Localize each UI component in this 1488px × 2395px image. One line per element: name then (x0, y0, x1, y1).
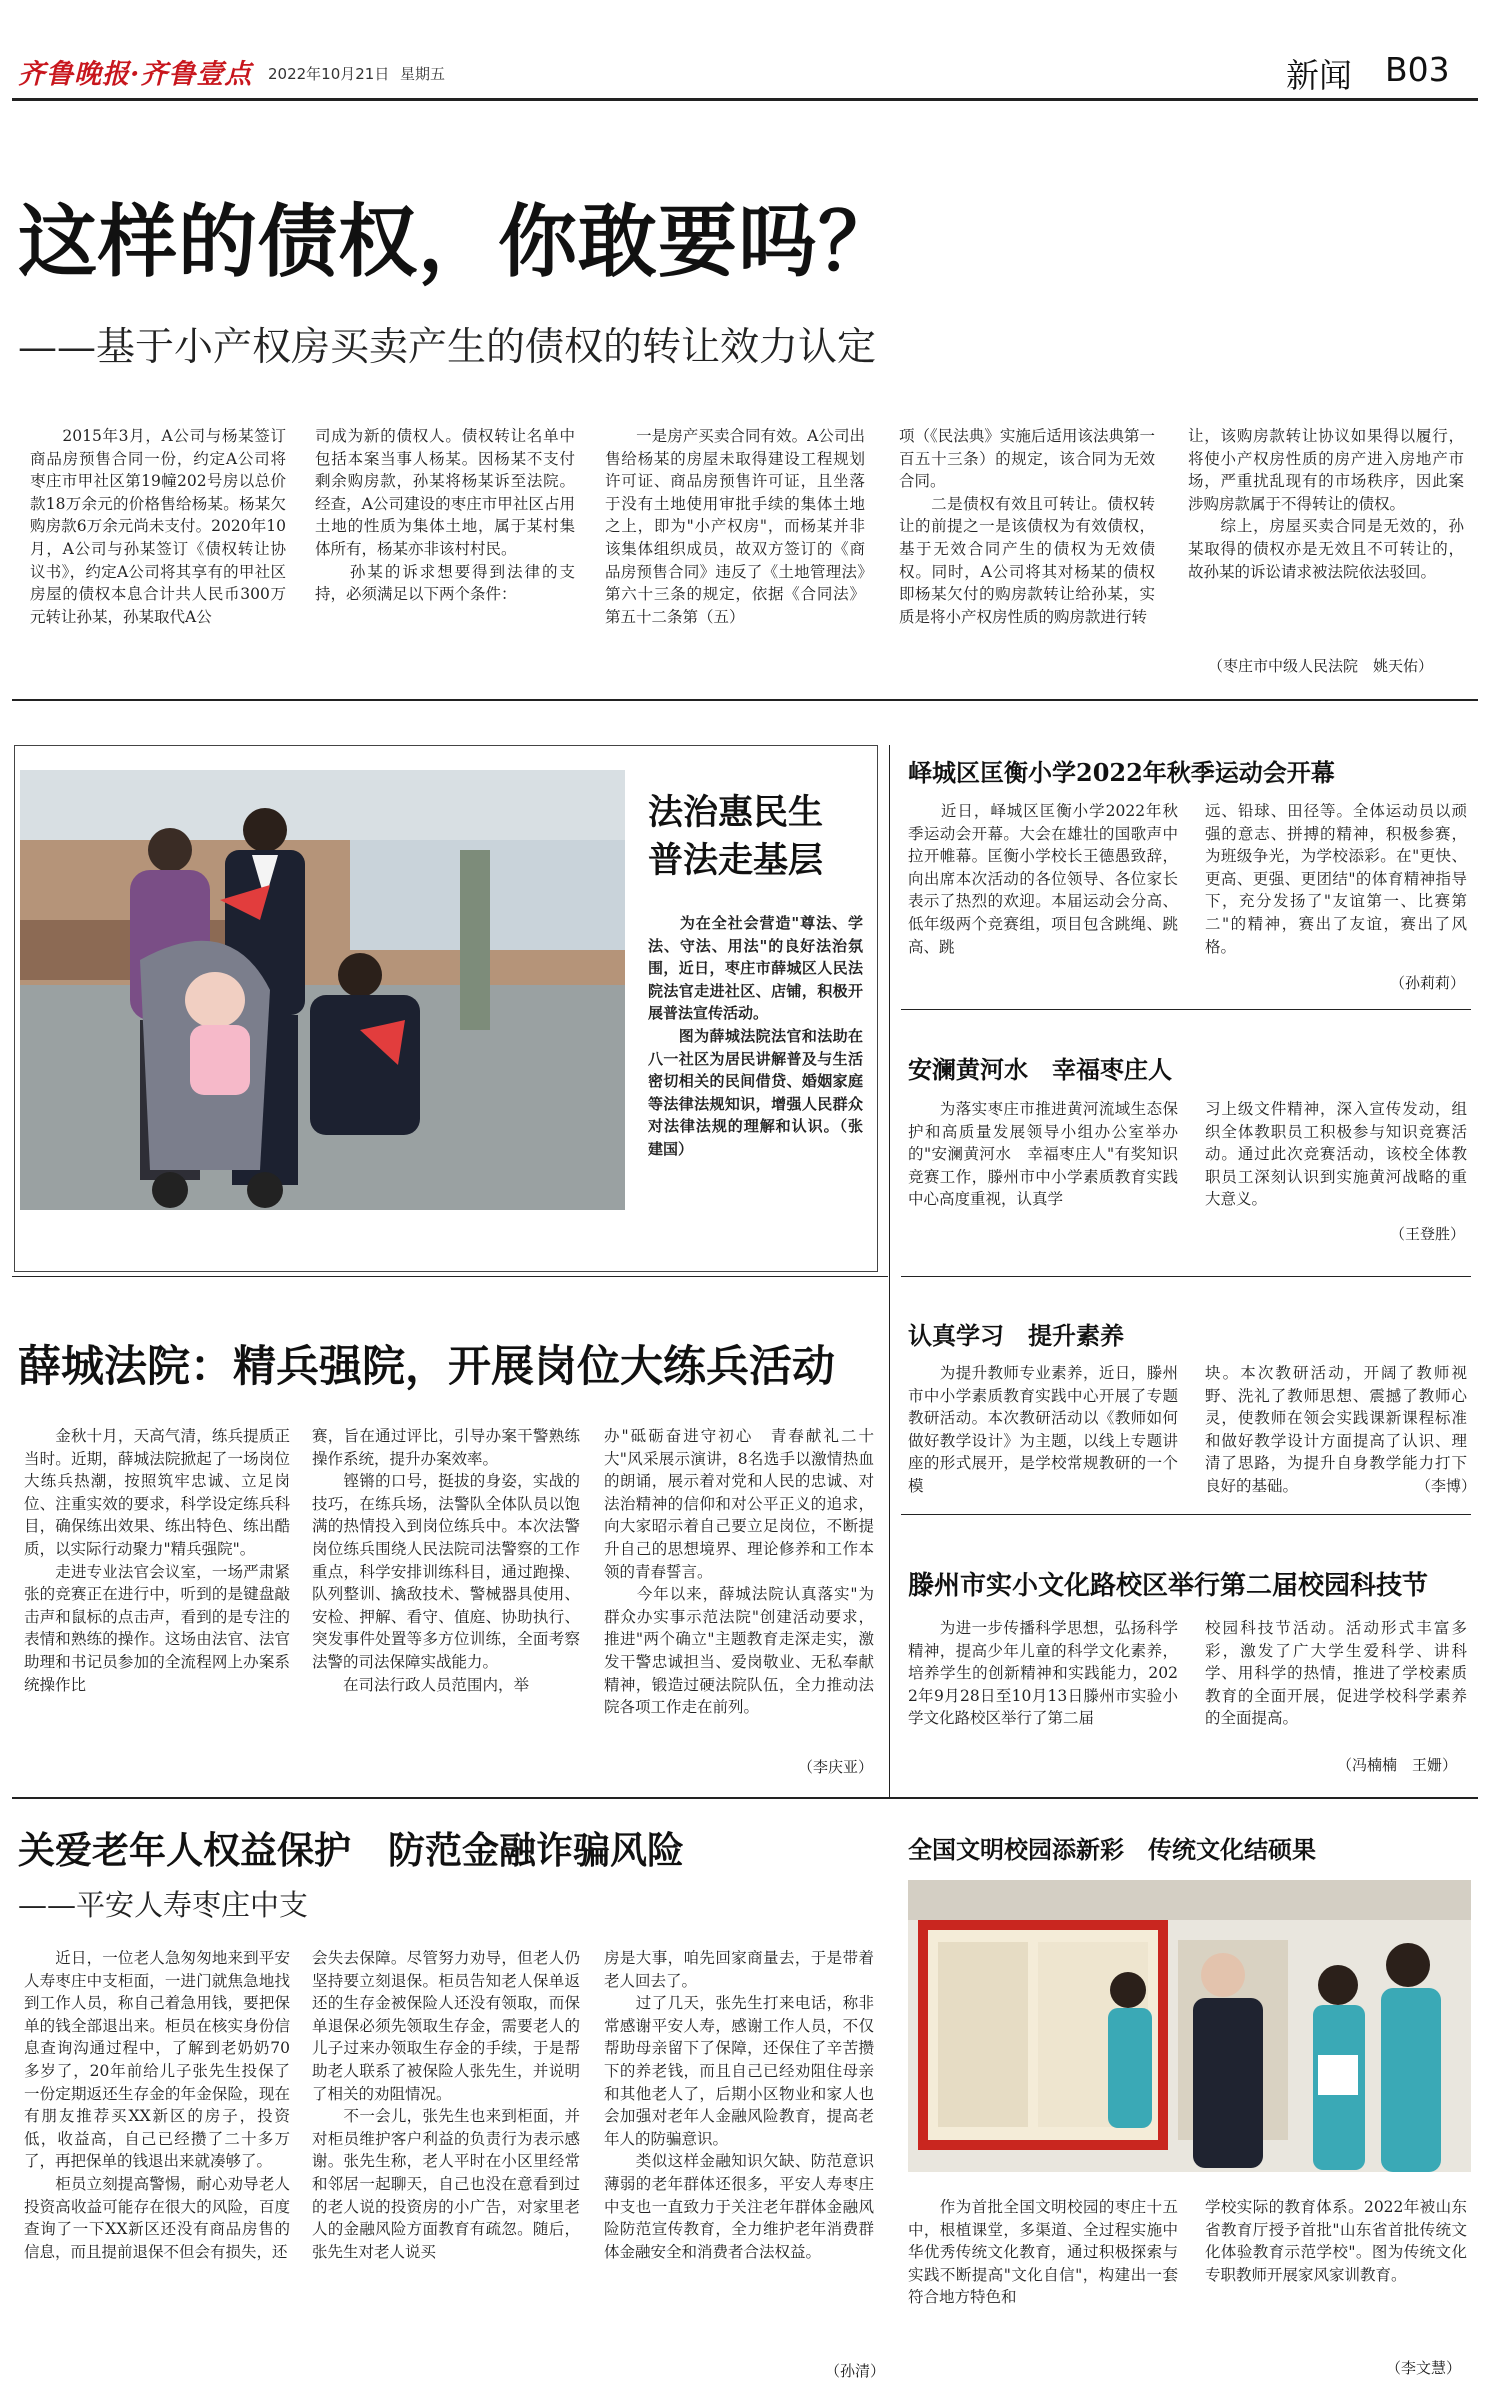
masthead-rule (12, 98, 1478, 101)
brief5-col2: 学校实际的教育体系。2022年被山东省教育厅授予首批"山东省首批传统文化体验教育示范学校"。图为传统文化专职教师开展家风家训教育。 (1205, 2198, 1467, 2284)
article2-title: 薛城法院：精兵强院，开展岗位大练兵活动 (18, 1342, 835, 1392)
brief3-title: 认真学习 提升素养 (908, 1321, 1124, 1350)
brief5-author: （李文慧） (1386, 2359, 1462, 2377)
brief3-author: （李博） (1416, 1477, 1477, 1495)
article2-col3: 办"砥砺奋进守初心 青春献礼二十大"风采展示演讲，8名选手以激情热血的朗诵，展示着对党和人民的忠诚、对法治精神的信仰和对公平正义的追求，向大家昭示着自己要立足岗位，不断提升自己的思想境界、理论修养和工作本领的青春誓言。 今年以来，薛城法院认真落实"为群众办实事示范法院"创建活动要求，推进"两个确立"主题教育走深走实，激发干警忠诚担当、爱岗敬业、无私奉献精神，锻造过硬法院队伍，全力推动法院各项工作走在前列。 (604, 1427, 874, 1717)
brief3-col1: 为提升教师专业素养，近日，滕州市中小学素质教育实践中心开展了专题教研活动。本次教研活动以《教师如何做好教学设计》为主题，以线上专题讲座的形式展开，是学校常规教研的一个模 (908, 1364, 1178, 1495)
photo-culture-illustration (908, 1880, 1471, 2172)
photo-bottom-rule (12, 1276, 888, 1277)
issue-date: 2022年10月21日 (268, 65, 390, 83)
article3-col3: 房是大事，咱先回家商量去，于是带着老人回去了。 过了几天，张先生打来电话，称非常感谢平安人寿，感谢工作人员，不仅帮助母亲留下了保障，还保住了辛苦攒下的养老钱，而且自己已经劝阻住母亲和其他老人了，后期小区物业和家人也会加强对老年人金融风险教育，提高老年人的防骗意识。 类似这样金融知识欠缺、防范意识薄弱的老年群体还很多，平安人寿枣庄中支也一直致力于关注老年群体金融风险防范宣传教育，全力维护老年消费群体金融安全和消费者合法权益。 (604, 1949, 874, 2261)
brief5-title: 全国文明校园添新彩 传统文化结硕果 (908, 1835, 1316, 1864)
brief2-bottom-rule (901, 1276, 1471, 1277)
article1-author: （枣庄市中级人民法院 姚天佑） (1208, 657, 1434, 675)
brief4-col2: 校园科技节活动。活动形式丰富多彩，激发了广大学生爱科学、讲科学、用科学的热情，推进了学校素质教育的全面开展，促进学校科学素养的全面提高。 (1205, 1619, 1467, 1728)
brief5-col1: 作为首批全国文明校园的枣庄十五中，根植课堂，多渠道、全过程实施中华优秀传统文化教育，通过积极探索与实践不断提高"文化自信"，构建出一套符合地方特色和 (908, 2198, 1178, 2307)
article3-subtitle: ——平安人寿枣庄中支 (18, 1888, 309, 1922)
brief1-col1: 近日，峄城区匡衡小学2022年秋季运动会开幕。大会在雄壮的国歌声中拉开帷幕。匡衡小学校长王德愚致辞，向出席本次活动的各位领导、各位家长表示了热烈的欢迎。本届运动会分高、低年级两个竞赛组，项目包含跳绳、跳高、跳 (908, 802, 1178, 956)
newspaper-logo: 齐鲁晚报·齐鲁壹点 (18, 59, 253, 90)
brief2-col1: 为落实枣庄市推进黄河流域生态保护和高质量发展领导小组办公室举办的"安澜黄河水 幸福枣庄人"有奖知识竞赛工作，滕州市中小学素质教育实践中心高度重视，认真学 (908, 1100, 1178, 1209)
mid-vertical-rule (889, 745, 890, 1797)
article3-col2: 会失去保障。尽管努力劝导，但老人仍坚持要立刻退保。柜员告知老人保单返还的生存金被保险人还没有领取，而保单退保必须先领取生存金，需要老人的儿子过来办领取生存金的手续，于是帮助老人联系了被保险人张先生，并说明了相关的劝阻情况。 不一会儿，张先生也来到柜面，并对柜员维护客户利益的负责行为表示感谢。张先生称，老人平时在小区里经常和邻居一起聊天，自己也没在意看到过的老人说的投资房的小广告，对家里老人的金融风险方面教育有疏忽。随后，张先生对老人说买 (312, 1949, 580, 2261)
photo-culture-class (908, 1880, 1471, 2172)
photo-illustration (20, 770, 625, 1210)
brief4-author: （冯楠楠 王姗） (1337, 1756, 1458, 1774)
brief4-title: 滕州市实小文化路校区举行第二届校园科技节 (908, 1571, 1429, 1601)
brief1-author: （孙莉莉） (1390, 974, 1466, 992)
article1-bottom-rule (12, 699, 1478, 701)
article2-col2: 赛，旨在通过评比，引导办案干警熟练操作系统，提升办案效率。 铿锵的口号，挺拔的身姿，实战的技巧，在练兵场，法警队全体队员以饱满的热情投入到岗位练兵中。本次法警岗位练兵围绕人民法院司法警察的工作重点，科学安排训练科目，通过跑操、队列整训、擒敌技术、警械器具使用、安检、押解、看守、值庭、协助执行、突发事件处置等多方位训练，全面考察法警的司法保障实战能力。 在司法行政人员范围内，举 (312, 1427, 580, 1694)
brief4-col1: 为进一步传播科学思想，弘扬科学精神，提高少年儿童的科学文化素养，培养学生的创新精神和实践能力，2022年9月28日至10月13日滕州市实验小学文化路校区举行了第二届 (908, 1619, 1178, 1728)
article2-author: （李庆亚） (798, 1758, 874, 1776)
brief2-title: 安澜黄河水 幸福枣庄人 (908, 1055, 1172, 1084)
photo-feature-title-line2: 普法走基层 (648, 840, 824, 881)
article1-col2: 司成为新的债权人。债权转让名单中包括本案当事人杨某。因杨某不支付剩余购房款，孙某将杨某诉至法院。经查，A公司建设的枣庄市甲社区占用土地的性质为集体土地，属于某村集体所有，杨某亦非该村村民。 孙某的诉求想要得到法律的支持，必须满足以下两个条件： (315, 427, 575, 604)
brief2-author: （王登胜） (1390, 1225, 1466, 1243)
page-number: B03 (1385, 50, 1450, 89)
article2-bottom-rule (12, 1797, 1478, 1799)
article1-title: 这样的债权，你敢要吗？ (18, 195, 898, 288)
section-name: 新闻 (1286, 56, 1352, 95)
brief2-col2: 习上级文件精神，深入宣传发动，组织全体教职员工积极参与知识竞赛活动。通过此次竞赛活动，该校全体教职员工深刻认识到实施黄河战略的重大意义。 (1205, 1100, 1467, 1209)
article1-subtitle: ——基于小产权房买卖产生的债权的转让效力认定 (18, 325, 877, 370)
article3-title: 关爱老年人权益保护 防范金融诈骗风险 (18, 1828, 684, 1872)
article1-col4: 项（《民法典》实施后适用该法典第一百五十三条）的规定，该合同为无效合同。 二是债权有效且可转让。债权转让的前提之一是该债权为有效债权，基于无效合同产生的债权为无效债权。同时，A公司将其对杨某的债权即杨某欠付的购房款转让给孙某，实质是将小产权房性质的购房款进行转 (899, 427, 1155, 626)
brief3-col2: 块。本次教研活动，开阔了教师视野、洗礼了教师思想、震撼了教师心灵，使教师在领会实践课新课程标准和做好教学设计方面提高了认识、理清了思路，为提升自身教学能力打下良好的基础。 (1205, 1364, 1467, 1495)
brief1-title: 峄城区匡衡小学2022年秋季运动会开幕 (908, 758, 1335, 787)
photo-feature-title-line1: 法治惠民生 (648, 792, 824, 833)
brief1-bottom-rule (901, 1009, 1471, 1010)
article1-col1: 2015年3月，A公司与杨某签订商品房预售合同一份，约定A公司将枣庄市甲社区第19幢202号房以总价款18万余元的价格售给杨某。杨某欠购房款6万余元尚未支付。2020年10月，A公司与孙某签订《债权转让协议书》，约定A公司将其享有的甲社区房屋的债权本息合计共人民币300万元转让孙某，孙某取代A公 (30, 427, 286, 626)
masthead (0, 0, 1488, 110)
article1-col3: 一是房产买卖合同有效。A公司出售给杨某的房屋未取得建设工程规划许可证、商品房预售许可证，且坐落于没有土地使用审批手续的集体土地之上，即为"小产权房"，而杨某并非该集体组织成员，故双方签订的《商品房预售合同》违反了《土地管理法》第六十三条的规定，依据《合同法》第五十二条第（五） (605, 427, 865, 626)
brief1-col2: 远、铅球、田径等。全体运动员以顽强的意志、拼搏的精神，积极参赛，为班级争光，为学校添彩。在"更快、更高、更强、更团结"的体育精神指导下，充分发扬了"友谊第一、比赛第二"的精神，赛出了友谊，赛出了风格。 (1205, 802, 1467, 956)
brief3-bottom-rule (901, 1514, 1471, 1515)
photo-feature-body: 为在全社会营造"尊法、学法、守法、用法"的良好法治氛围，近日，枣庄市薛城区人民法院法官走进社区、店铺，积极开展普法宣传活动。 图为薛城法院法官和法助在八一社区为居民讲解普及与生活密切相关的民间借贷、婚姻家庭等法律法规知识，增强人民群众对法律法规的理解和认识。（张建国） (648, 914, 863, 1158)
article3-col1: 近日，一位老人急匆匆地来到平安人寿枣庄中支柜面，一进门就焦急地找到工作人员，称自己着急用钱，要把保单的钱全部退出来。柜员在核实身份信息查询沟通过程中，了解到老奶奶70多岁了，20年前给儿子张先生投保了一份定期返还生存金的年金保险，现在有朋友推荐买XX新区的房子，投资低，收益高，自己已经攒了二十多万了，再把保单的钱退出来就凑够了。 柜员立刻提高警惕，耐心劝导老人投资高收益可能存在很大的风险，百度查询了一下XX新区还没有商品房售的信息，而且提前退保不但会有损失，还 (24, 1949, 290, 2261)
article3-author: （孙清） (825, 2362, 886, 2380)
issue-weekday: 星期五 (400, 65, 446, 83)
article2-col1: 金秋十月，天高气清，练兵提质正当时。近期，薛城法院掀起了一场岗位大练兵热潮，按照筑牢忠诚、立足岗位、注重实效的要求，科学设定练兵科目，确保练出效果、练出特色、练出酷质，以实际行动聚力"精兵强院"。 走进专业法官会议室，一场严肃紧张的竞赛正在进行中，听到的是键盘敲击声和鼠标的点击声，看到的是专注的表情和熟练的操作。这场由法官、法官助理和书记员参加的全流程网上办案系统操作比 (24, 1427, 290, 1694)
photo-law-outreach (20, 770, 625, 1210)
article1-col5: 让，该购房款转让协议如果得以履行，将使小产权房性质的房产进入房地产市场，严重扰乱现有的市场秩序，因此案涉购房款属于不得转让的债权。 综上，房屋买卖合同是无效的，孙某取得的债权亦是无效且不可转让的，故孙某的诉讼请求被法院依法驳回。 (1188, 427, 1464, 581)
